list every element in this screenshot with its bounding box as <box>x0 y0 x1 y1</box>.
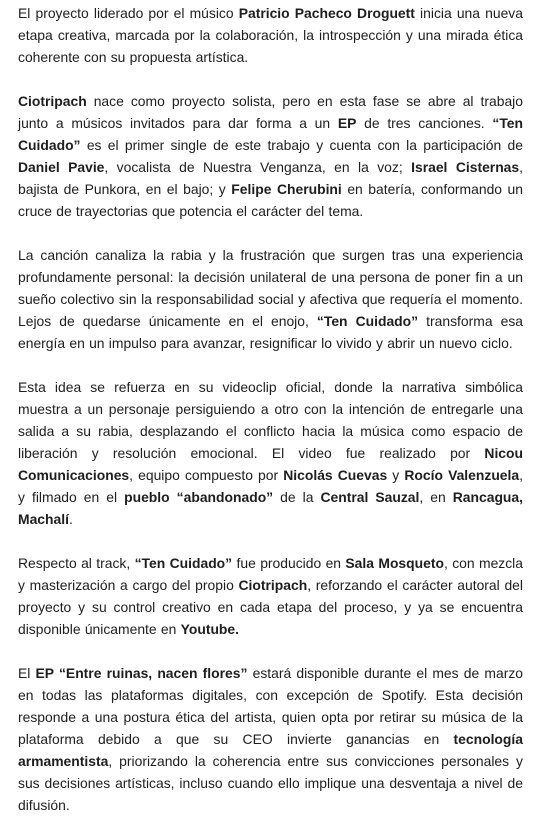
bold-run: tecnología armamentista <box>18 731 523 769</box>
bold-run: “Ten Cuidado” <box>134 555 233 571</box>
bold-run: Sala Mosqueto <box>345 555 444 571</box>
text-run: transforma esa energía en un impulso para avanzar, resignificar lo vivido y abrir un nuevo ciclo. <box>18 313 523 351</box>
text-run: . <box>68 511 73 527</box>
paragraph-song <box>18 244 523 354</box>
bold-run: Central Sauzal <box>320 489 420 505</box>
text-run: , priorizando la coherencia entre sus convicciones personales y sus decisiones artísticas, incluso cuando ello implique una desventaja a nivel de difusión. <box>18 753 523 813</box>
text-run: , equipo compuesto por <box>129 467 284 483</box>
bold-run: Nicou Comunicaciones <box>18 445 523 483</box>
text-run: , reforzando el carácter autoral del proyecto y su control creativo en cada etapa del proceso, y ya se encuentra disponible únicamente en <box>18 577 523 637</box>
bold-run: “Ten Cuidado” <box>316 313 419 329</box>
bold-run: Ciotripach <box>238 577 308 593</box>
text-run: de tres canciones. <box>356 115 493 131</box>
paragraph-videoclip <box>18 376 523 530</box>
bold-run: Ciotripach <box>18 93 87 109</box>
bold-run: Nicolás Cuevas <box>283 467 388 483</box>
bold-run: Daniel Pavie <box>18 159 105 175</box>
text-run: , con mezcla y masterización a cargo del propio <box>18 555 523 593</box>
bold-run: EP <box>337 115 357 131</box>
paragraph-project <box>18 90 523 222</box>
bold-run: Israel Cisternas <box>411 159 520 175</box>
bold-run: Rocío Valenzuela <box>404 467 520 483</box>
bold-run: “Ten Cuidado” <box>18 115 523 153</box>
text-run: Respecto al track, <box>18 555 135 571</box>
text-run: de la <box>273 489 321 505</box>
bold-run: Felipe Cherubini <box>231 181 342 197</box>
bold-run: pueblo “abandonado” <box>124 489 274 505</box>
text-run: El proyecto liderado por el músico <box>18 5 239 21</box>
text-run: El <box>18 665 36 681</box>
bold-run: Youtube. <box>180 621 239 637</box>
text-run: y <box>387 467 405 483</box>
paragraph-intro <box>18 0 523 68</box>
text-run: estará disponible durante el mes de marzo en todas las plataformas digitales, con excepción de Spotify. Esta decisión responde a una postura ética del artista, quien opta por retirar su música de la plataforma debido a que su CEO invierte ganancias en <box>18 665 523 747</box>
text-run: fue producido en <box>232 555 346 571</box>
text-run: La canción canaliza la rabia y la frustración que surgen tras una experiencia profundamente personal: la decisión unilateral de una persona de poner fin a un sueño colectivo sin la responsabilidad social y afectiva que requería el momento. Lejos de quedarse únicamente en el enojo, <box>18 247 523 329</box>
paragraph-track <box>18 552 523 640</box>
paragraph-ep <box>18 662 523 816</box>
text-run: es el primer single de este trabajo y cuenta con la participación de <box>80 137 523 153</box>
text-run: inicia una nueva etapa creativa, marcada por la colaboración, la introspección y una mirada ética coherente con su propuesta artística. <box>18 5 523 65</box>
bold-run: EP “Entre ruinas, nacen flores” <box>35 665 248 681</box>
bold-run: Rancagua, Machalí <box>18 489 523 527</box>
text-run: , en <box>419 489 453 505</box>
text-run: , bajista de Punkora, en el bajo; y <box>18 159 523 197</box>
text-run: , vocalista de Nuestra Venganza, en la voz; <box>104 159 412 175</box>
text-run: Esta idea se refuerza en su videoclip oficial, donde la narrativa simbólica muestra a un personaje persiguiendo a otro con la intención de entregarle una salida a su rabia, desplazando el conflicto hacia la música como espacio de liberación y resolución emocional. El video fue realizado por <box>18 379 523 461</box>
text-run: en batería, conformando un cruce de trayectorias que potencia el carácter del tema. <box>18 181 524 219</box>
text-run: nace como proyecto solista, pero en esta fase se abre al trabajo junto a músicos invitados para dar forma a un <box>18 93 523 131</box>
bold-run: Patricio Pacheco Droguett <box>238 5 415 21</box>
text-run: , y filmado en el <box>18 467 523 505</box>
